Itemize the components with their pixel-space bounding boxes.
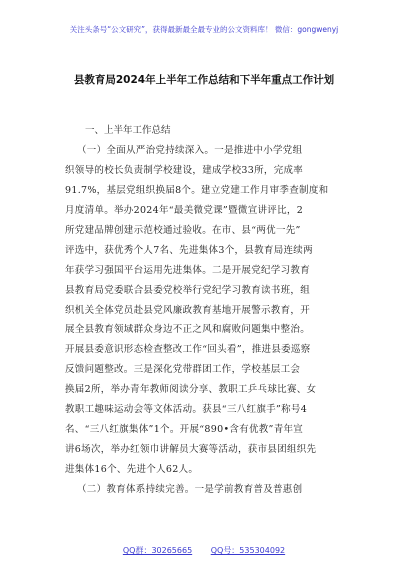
body-text	[65, 141, 355, 500]
text-line: 进集体16个、先进个人62人。	[65, 464, 199, 475]
qq-number-link[interactable]: QQ号：535304092	[210, 546, 286, 555]
text-line: 织领导的校长负责制学校建设，建成学校33所，完成率	[65, 164, 304, 176]
text-line: 开展县委意识形态检查整改工作“回头看”，推进县委巡察	[65, 344, 311, 356]
text-line: 换届2所，举办青年教师阅读分享、教职工乒乓球比赛、女	[65, 384, 317, 396]
text-line: （二）教育体系持续完善。一是学前教育普及普惠创	[77, 483, 303, 495]
text-line: 所党建品牌创建示范校通过验收。在市、县“两优一先”	[65, 224, 301, 236]
text-line: 名、“三八红旗集体”1个。开展“890•含有优教”青年宣	[65, 424, 304, 436]
text-line: 月度清单。举办2024年“最美微党课”暨微宣讲评比，2	[65, 204, 304, 216]
document-title: 县教育局2024年上半年工作总结和下半年重点工作计划	[73, 74, 335, 86]
text-line: 教职工趣味运动会等文体活动。获县“三八红旗手”称号4	[65, 404, 308, 416]
text-line: （一）全面从严治党持续深入。一是推进中小学党组	[77, 145, 303, 156]
text-line: 县教育局党委联合县委党校举行党纪学习教育读书班，组	[65, 284, 311, 296]
contact-footer	[0, 545, 408, 556]
text-line: 展全县教育领域群众身边不正之风和腐败问题集中整治。	[65, 324, 311, 336]
text-line: 评选中，获优秀个人7名、先进集体3个，县教育局连续两	[65, 244, 313, 256]
text-line: 讲6场次，举办红领巾讲解员大赛等活动，获市县团组织先	[65, 444, 317, 456]
text-line: 反馈问题整改。三是深化党带群团工作，学校基层工会	[65, 364, 301, 376]
promo-banner: 关注头条号“公文研究”，获得最新最全最专业的公文资料库！ 微信：gongwenyj	[69, 25, 339, 34]
section-heading: 一、上半年工作总结	[85, 125, 171, 136]
text-line: 91.7%，基层党组织换届8个。建立党建工作月审季查制度和	[65, 184, 329, 196]
text-line: 织机关全体党员赴县党风廉政教育基地开展警示教育，开	[65, 304, 311, 316]
text-line: 年获学习强国平台运用先进集体。二是开展党纪学习教育	[65, 264, 311, 276]
qq-group-link[interactable]: QQ群：30265665	[122, 546, 193, 555]
